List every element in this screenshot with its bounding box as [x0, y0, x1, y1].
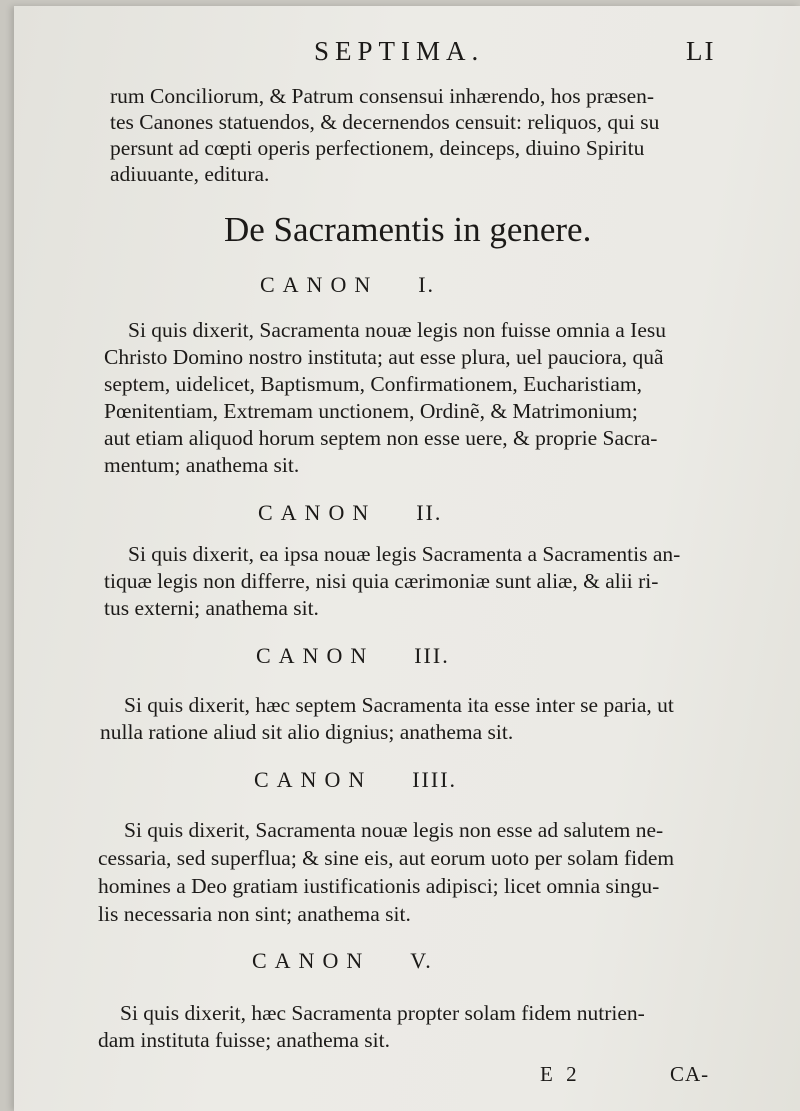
catchword: CA- — [670, 1062, 710, 1086]
intro-line-1: rum Conciliorum, & Patrum consensui inhærendo, hos præsen- — [110, 84, 655, 108]
intro-line-2: tes Canones statuendos, & decernendos censuit: reliquos, qui su — [110, 110, 660, 134]
canon-3-number: III. — [414, 643, 450, 668]
canon-2-line-1: Si quis dixerit, ea ipsa nouæ legis Sacramenta a Sacramentis an- — [128, 542, 681, 566]
canon-2-heading — [258, 500, 442, 526]
page-folio: LI — [686, 36, 716, 66]
intro-line-4: adiuuante, editura. — [110, 162, 270, 186]
canon-5-line-1: Si quis dixerit, hæc Sacramenta propter solam fidem nutrien- — [120, 1001, 645, 1025]
canon-4-line-4: lis necessaria non sint; anathema sit. — [98, 902, 411, 926]
canon-1-line-1: Si quis dixerit, Sacramenta nouæ legis non fuisse omnia a Iesu — [128, 318, 667, 342]
canon-2-number: II. — [416, 500, 443, 525]
canon-1-number: I. — [418, 272, 436, 297]
canon-1-heading — [260, 272, 435, 298]
book-page — [14, 6, 800, 1111]
intro-line-3: persunt ad cœpti operis perfectionem, deinceps, diuino Spiritu — [110, 136, 645, 160]
canon-1-line-6: mentum; anathema sit. — [104, 453, 300, 477]
canon-4-line-3: homines a Deo gratiam iustificationis adipisci; licet omnia singu- — [98, 874, 660, 898]
canon-5-number: V. — [410, 948, 433, 973]
canon-4-label: CANON — [254, 767, 373, 792]
canon-4-number: IIII. — [412, 767, 458, 792]
canon-3-heading — [256, 643, 450, 669]
canon-1-line-5: aut etiam aliquod horum septem non esse uere, & proprie Sacra- — [104, 426, 658, 450]
section-title: De Sacramentis in genere. — [224, 210, 592, 249]
canon-5-label: CANON — [252, 948, 371, 973]
canon-5-heading — [252, 948, 433, 974]
canon-3-label: CANON — [256, 643, 375, 668]
canon-1-label: CANON — [260, 272, 379, 297]
canon-5-line-2: dam instituta fuisse; anathema sit. — [98, 1028, 390, 1052]
canon-1-line-2: Christo Domino nostro instituta; aut esse plura, uel pauciora, quã — [104, 345, 664, 369]
signature-mark: E 2 — [540, 1062, 581, 1086]
canon-3-line-2: nulla ratione aliud sit alio dignius; anathema sit. — [100, 720, 514, 744]
canon-4-heading — [254, 767, 457, 793]
running-head: SEPTIMA. — [314, 36, 485, 66]
canon-3-line-1: Si quis dixerit, hæc septem Sacramenta ita esse inter se paria, ut — [124, 693, 674, 717]
canon-2-label: CANON — [258, 500, 377, 525]
canon-2-line-3: tus externi; anathema sit. — [104, 596, 319, 620]
canon-1-line-4: Pœnitentiam, Extremam unctionem, Ordinẽ, & Matrimonium; — [104, 399, 638, 423]
canon-2-line-2: tiquæ legis non differre, nisi quia cærimoniæ sunt aliæ, & alii ri- — [104, 569, 659, 593]
canon-1-line-3: septem, uidelicet, Baptismum, Confirmationem, Eucharistiam, — [104, 372, 642, 396]
canon-4-line-1: Si quis dixerit, Sacramenta nouæ legis non esse ad salutem ne- — [124, 818, 664, 842]
canon-4-line-2: cessaria, sed superflua; & sine eis, aut eorum uoto per solam fidem — [98, 846, 675, 870]
